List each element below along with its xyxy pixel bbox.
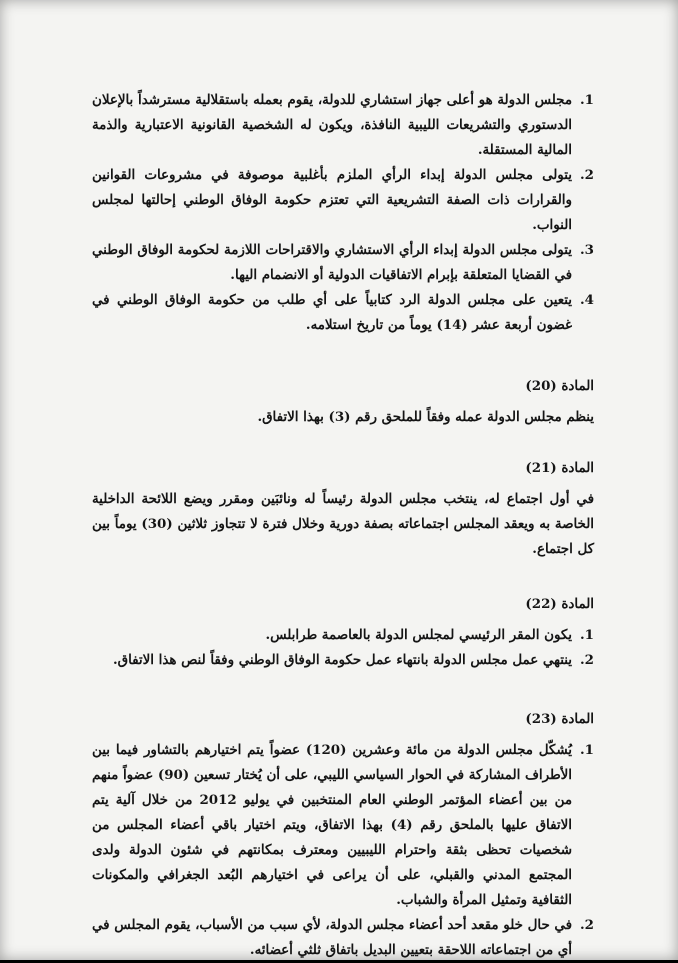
list-item: [92, 163, 594, 238]
list-item: [92, 623, 594, 648]
clause-number: .3: [580, 242, 594, 258]
list-item: [92, 238, 594, 288]
article-22-clauses: [92, 623, 594, 673]
list-item: [92, 648, 594, 673]
article-23-clauses: [92, 738, 594, 963]
clause-number: .1: [580, 742, 594, 758]
clause-text: يكون المقر الرئيسي لمجلس الدولة بالعاصمة طرابلس.: [265, 627, 572, 643]
article-21-title: المادة (21): [525, 460, 594, 476]
article-20-title: المادة (20): [525, 378, 594, 394]
clause-text: يُشكّل مجلس الدولة من مائة وعشرين (120) عضواً يتم اختيارهم بالتشاور فيما بين الأطراف المشاركة في الحوار السياسي الليبي، على أن يُختار تسعين (90) عضواً منهم من بين أعضاء المؤتمر الوطني العام المنتخبين في يوليو 2012 من خلال آلية يتم الاتفاق عليها بالملحق رقم (4) بهذا الاتفاق، ويتم اختيار باقي أعضاء المجلس من شخصيات تحظى بثقة واحترام الليبيين ومعترف بمكانتهم في شئون الدولة ولدى المجتمع المدني والقبلي، على أن يراعى في اختيارهم البُعد الجغرافي والمكونات الثقافية وتمثيل المرأة والشباب.: [91, 742, 572, 908]
clause-number: .2: [580, 652, 594, 668]
clause-text: يتولى مجلس الدولة إبداء الرأي الاستشاري والاقتراحات اللازمة لحكومة الوفاق الوطني في القضايا المتعلقة بإبرام الاتفاقيات الدولية أو الانضمام اليها.: [92, 242, 572, 283]
clause-number: .4: [580, 292, 594, 308]
clause-text: يتعين على مجلس الدولة الرد كتابياً على أي طلب من حكومة الوفاق الوطني في غضون أربعة عشر (14) يوماً من تاريخ استلامه.: [92, 292, 572, 333]
clause-number: .1: [580, 627, 594, 643]
list-item: [92, 288, 594, 338]
clause-number: .2: [580, 917, 594, 933]
document-body: [92, 88, 594, 963]
list-item: [92, 88, 594, 163]
article-22-title: المادة (22): [525, 596, 594, 612]
article-23-title: المادة (23): [525, 711, 594, 727]
clause-text: مجلس الدولة هو أعلى جهاز استشاري للدولة، يقوم بعمله باستقلالية مسترشداً بالإعلان الدستوري والتشريعات الليبية النافذة، ويكون له الشخصية القانونية الاعتبارية والذمة المالية المستقلة.: [92, 92, 572, 158]
clause-text: في حال خلو مقعد أحد أعضاء مجلس الدولة، لأي سبب من الأسباب، يقوم المجلس في أي من اجتماعاته اللاحقة بتعيين البديل باتفاق ثلثي أعضائه.: [92, 917, 572, 958]
clause-number: .2: [580, 167, 594, 183]
article-21-text: في أول اجتماع له، ينتخب مجلس الدولة رئيساً له ونائبَين ومقرر ويضع اللائحة الداخلية الخاصة به ويعقد المجلس اجتماعاته بصفة دورية وخلال فترة لا تتجاوز ثلاثين (30) يوماً بين كل اجتماع.: [92, 491, 594, 557]
article-19-clauses: [92, 88, 594, 338]
clause-text: ينتهي عمل مجلس الدولة بانتهاء عمل حكومة الوفاق الوطني وفقاً لنص هذا الاتفاق.: [113, 652, 572, 668]
clause-text: يتولى مجلس الدولة إبداء الرأي الملزم بأغلبية موصوفة في مشروعات القوانين والقرارات ذات الصفة التشريعية التي تعتزم حكومة الوفاق الوطني إحالتها لمجلس النواب.: [92, 167, 572, 233]
clause-number: .1: [580, 92, 594, 108]
article-20-text: ينظم مجلس الدولة عمله وفقاً للملحق رقم (3) بهذا الاتفاق.: [257, 409, 594, 425]
list-item: [92, 738, 594, 913]
list-item: [92, 913, 594, 963]
